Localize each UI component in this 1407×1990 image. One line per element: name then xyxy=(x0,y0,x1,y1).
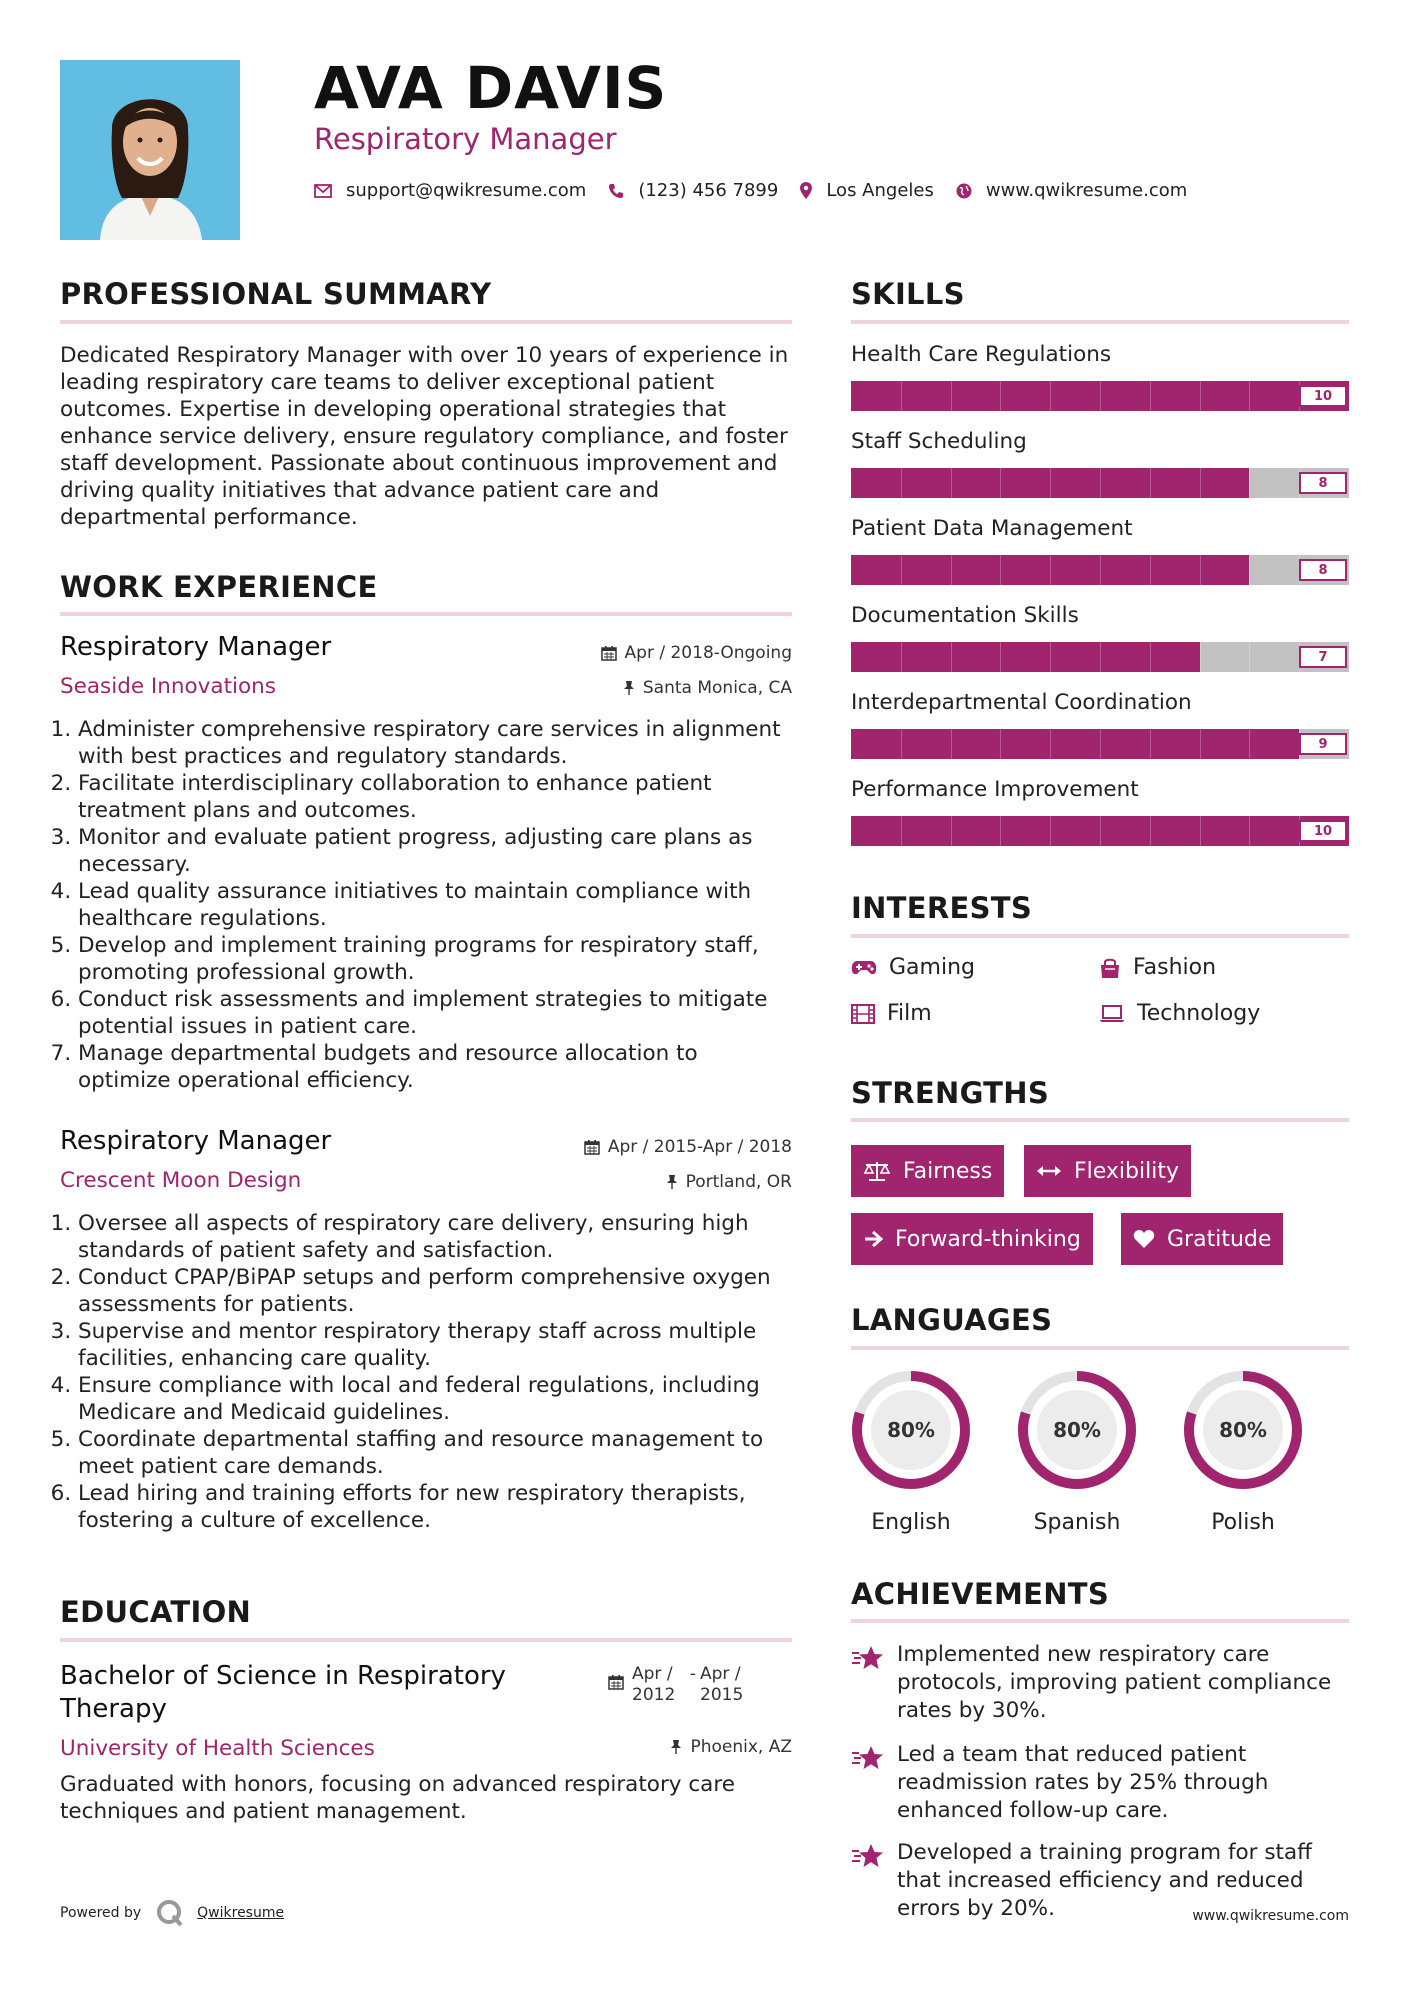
profile-photo xyxy=(60,60,240,240)
skill-bar xyxy=(851,816,1349,846)
skill-bar xyxy=(851,381,1349,411)
interest-label: Film xyxy=(887,1001,932,1026)
candidate-title: Respiratory Manager xyxy=(314,122,617,156)
skill-bar-fill xyxy=(851,729,1299,759)
skill-bar-segment xyxy=(1150,729,1151,759)
job-2-company: Crescent Moon Design xyxy=(60,1168,302,1193)
achievement-text: Developed a training program for staff that increased efficiency and reduced errors by 20%. xyxy=(897,1840,1312,1921)
skill-label: Health Care Regulations xyxy=(851,342,1112,367)
skill-bar-segment xyxy=(1200,642,1201,672)
education-start: Apr / 2012 xyxy=(632,1664,676,1705)
skill-bar-segment xyxy=(901,816,902,846)
star-icon xyxy=(851,1839,897,1923)
job-2-dates xyxy=(584,1137,792,1157)
skill-bar-segment xyxy=(1150,381,1151,411)
interest-label: Gaming xyxy=(889,955,975,980)
skill-bar-segment xyxy=(1000,642,1001,672)
heart-icon xyxy=(1133,1229,1155,1249)
skill-bar-segment xyxy=(1000,816,1001,846)
skill-bar xyxy=(851,468,1349,498)
contact-phone[interactable] xyxy=(608,180,778,201)
job-2-dates-text: Apr / 2015-Apr / 2018 xyxy=(607,1137,792,1157)
language-percent: 80% xyxy=(887,1418,935,1442)
language-item xyxy=(849,1368,973,1535)
skill-bar-segment xyxy=(951,468,952,498)
strengths-divider xyxy=(851,1118,1349,1122)
skill-bar-segment xyxy=(1200,816,1201,846)
duty-item: 1. Oversee all aspects of respiratory care delivery, ensuring high standards of patient safety and satisfaction. xyxy=(78,1210,792,1264)
job-2-duties xyxy=(60,1210,792,1534)
star-icon xyxy=(851,1641,897,1725)
skill-bar-segment xyxy=(1249,642,1250,672)
language-item xyxy=(1015,1368,1139,1535)
skill-bar-segment xyxy=(901,381,902,411)
gamepad-icon xyxy=(851,960,877,976)
map-marker-icon xyxy=(800,182,812,199)
interest-gaming xyxy=(851,955,975,980)
strength-gratitude xyxy=(1121,1213,1283,1265)
interest-label: Fashion xyxy=(1133,955,1217,980)
candidate-name: AVA DAVIS xyxy=(314,54,668,122)
language-name: Spanish xyxy=(1033,1510,1121,1535)
education-dates xyxy=(608,1664,754,1706)
interests-divider xyxy=(851,934,1349,938)
duty-item: 2. Conduct CPAP/BiPAP setups and perform comprehensive oxygen assessments for patients. xyxy=(78,1264,792,1318)
education-location-text: Phoenix, AZ xyxy=(690,1737,792,1757)
skill-label: Documentation Skills xyxy=(851,603,1079,628)
shopping-bag-icon xyxy=(1099,957,1121,979)
balance-scale-icon xyxy=(863,1160,891,1182)
pin-icon xyxy=(623,680,635,696)
education-description: Graduated with honors, focusing on advanced respiratory care techniques and patient management. xyxy=(60,1772,735,1824)
skill-level-badge: 7 xyxy=(1299,646,1347,668)
skill-bar-segment xyxy=(1150,555,1151,585)
job-2-location xyxy=(666,1172,792,1192)
languages-divider xyxy=(851,1346,1349,1350)
film-icon xyxy=(851,1004,875,1024)
contact-bar xyxy=(314,180,1209,201)
skill-bar-segment xyxy=(1000,468,1001,498)
language-ring xyxy=(1181,1368,1305,1492)
job-1-duties xyxy=(60,716,792,1094)
skill-bar-segment xyxy=(1100,729,1101,759)
skill-bar-segment xyxy=(1150,816,1151,846)
footer-url[interactable]: www.qwikresume.com xyxy=(1192,1908,1349,1924)
skill-label: Patient Data Management xyxy=(851,516,1133,541)
skills-divider xyxy=(851,320,1349,324)
interest-technology xyxy=(1099,1001,1260,1026)
job-2-title: Respiratory Manager xyxy=(60,1126,332,1156)
duty-item: 5. Coordinate departmental staffing and resource management to meet patient care demands. xyxy=(78,1426,792,1480)
powered-by-text: Powered by xyxy=(60,1905,142,1921)
skill-bar-segment xyxy=(1050,729,1051,759)
arrow-right-icon xyxy=(863,1230,883,1248)
education-location xyxy=(670,1737,792,1757)
globe-icon xyxy=(956,183,972,199)
skill-bar xyxy=(851,729,1349,759)
language-name: English xyxy=(871,1510,951,1535)
job-1-dates xyxy=(601,643,792,663)
phone-icon xyxy=(608,183,624,199)
education-degree: Bachelor of Science in Respiratory Therapy xyxy=(60,1661,506,1724)
skill-bar-fill xyxy=(851,642,1200,672)
location-text: Los Angeles xyxy=(826,180,934,201)
footer-powered-by xyxy=(60,1898,284,1928)
experience-divider xyxy=(60,612,792,616)
skill-bar-segment xyxy=(901,642,902,672)
contact-email[interactable] xyxy=(314,180,586,201)
skill-bar xyxy=(851,642,1349,672)
duty-item: 6. Lead hiring and training efforts for new respiratory therapists, fostering a culture of excellence. xyxy=(78,1480,792,1534)
strength-label: Gratitude xyxy=(1167,1226,1272,1252)
education-end: Apr / 2015 xyxy=(700,1664,744,1705)
skill-bar-segment xyxy=(1050,468,1051,498)
achievement-text: Led a team that reduced patient readmission rates by 25% through enhanced follow-up care. xyxy=(897,1742,1269,1823)
education-divider xyxy=(60,1638,792,1642)
strength-label: Flexibility xyxy=(1074,1158,1179,1184)
interest-fashion xyxy=(1099,955,1216,980)
skill-label: Interdepartmental Coordination xyxy=(851,690,1192,715)
skill-bar xyxy=(851,555,1349,585)
strength-label: Forward-thinking xyxy=(895,1226,1081,1252)
skill-bar-segment xyxy=(1100,816,1101,846)
summary-divider xyxy=(60,320,792,324)
skill-level-badge: 8 xyxy=(1299,559,1347,581)
duty-item: 6. Conduct risk assessments and implement strategies to mitigate potential issues in patient care. xyxy=(78,986,792,1040)
contact-location xyxy=(800,180,934,201)
qwikresume-link[interactable]: Qwikresume xyxy=(197,1905,285,1921)
duty-item: 2. Facilitate interdisciplinary collaboration to enhance patient treatment plans and outcomes. xyxy=(78,770,792,824)
skill-bar-segment xyxy=(901,555,902,585)
skill-bar-segment xyxy=(1249,729,1250,759)
duty-item: 1. Administer comprehensive respiratory care services in alignment with best practices and regulatory standards. xyxy=(78,716,792,770)
skill-bar-segment xyxy=(901,468,902,498)
skills-heading: SKILLS xyxy=(851,277,965,311)
skill-label: Staff Scheduling xyxy=(851,429,1027,454)
skill-level-badge: 9 xyxy=(1299,733,1347,755)
education-school: University of Health Sciences xyxy=(60,1736,375,1761)
skill-bar-segment xyxy=(1249,816,1250,846)
arrows-horizontal-icon xyxy=(1036,1164,1062,1178)
duty-item: 7. Manage departmental budgets and resource allocation to optimize operational efficiency. xyxy=(78,1040,792,1094)
skill-bar-segment xyxy=(951,381,952,411)
skill-bar-segment xyxy=(1050,555,1051,585)
website-text: www.qwikresume.com xyxy=(985,180,1188,201)
skill-bar-segment xyxy=(1000,381,1001,411)
duty-item: 3. Monitor and evaluate patient progress, adjusting care plans as necessary. xyxy=(78,824,792,878)
skill-bar-segment xyxy=(1050,381,1051,411)
skill-bar-segment xyxy=(1249,381,1250,411)
education-heading: EDUCATION xyxy=(60,1595,252,1629)
achievements-divider xyxy=(851,1619,1349,1623)
achievement-item xyxy=(851,1641,1349,1725)
language-percent: 80% xyxy=(1219,1418,1267,1442)
calendar-icon xyxy=(608,1674,624,1690)
skill-bar-segment xyxy=(1249,555,1250,585)
skill-bar-segment xyxy=(1000,729,1001,759)
experience-heading: WORK EXPERIENCE xyxy=(60,570,378,604)
pin-icon xyxy=(666,1174,678,1190)
strength-forward-thinking xyxy=(851,1213,1093,1265)
skill-label: Performance Improvement xyxy=(851,777,1139,802)
skill-bar-segment xyxy=(951,816,952,846)
job-1-dates-text: Apr / 2018-Ongoing xyxy=(624,643,792,663)
skill-bar-segment xyxy=(1050,816,1051,846)
interest-label: Technology xyxy=(1137,1001,1261,1026)
duty-item: 4. Lead quality assurance initiatives to maintain compliance with healthcare regulations. xyxy=(78,878,792,932)
language-percent: 80% xyxy=(1053,1418,1101,1442)
skill-bar-segment xyxy=(1100,381,1101,411)
job-1-location-text: Santa Monica, CA xyxy=(642,678,792,698)
interests-heading: INTERESTS xyxy=(851,891,1033,925)
summary-text: Dedicated Respiratory Manager with over 10 years of experience in leading respiratory care teams to deliver exceptional patient outcomes. Expertise in developing operational strategies that enhance service delivery, ensure regulatory compliance, and foster staff development. Passionate about continuous improvement and driving quality initiatives that advance patient care and departmental performance. xyxy=(60,343,789,530)
duty-item: 4. Ensure compliance with local and federal regulations, including Medicare and Medicaid guidelines. xyxy=(78,1372,792,1426)
job-1-location xyxy=(623,678,792,698)
strength-label: Fairness xyxy=(903,1158,993,1184)
skill-bar-segment xyxy=(1100,642,1101,672)
skill-bar-segment xyxy=(1000,555,1001,585)
skill-bar-segment xyxy=(951,555,952,585)
skill-bar-segment xyxy=(1050,642,1051,672)
date-separator: - xyxy=(689,1664,697,1684)
envelope-icon xyxy=(314,184,332,198)
job-1-title: Respiratory Manager xyxy=(60,632,332,662)
job-2-location-text: Portland, OR xyxy=(685,1172,792,1192)
achievements-heading: ACHIEVEMENTS xyxy=(851,1577,1110,1611)
skill-bar-segment xyxy=(1249,468,1250,498)
skill-bar-segment xyxy=(1100,555,1101,585)
calendar-icon xyxy=(601,645,617,661)
strength-fairness xyxy=(851,1145,1004,1197)
language-name: Polish xyxy=(1211,1510,1275,1535)
language-item xyxy=(1181,1368,1305,1535)
star-icon xyxy=(851,1741,897,1825)
skill-bar-segment xyxy=(901,729,902,759)
skill-bar-segment xyxy=(951,729,952,759)
calendar-icon xyxy=(584,1139,600,1155)
interest-film xyxy=(851,1001,932,1026)
duty-item: 3. Supervise and mentor respiratory therapy staff across multiple facilities, enhancing care quality. xyxy=(78,1318,792,1372)
skill-bar-segment xyxy=(1200,729,1201,759)
strength-flexibility xyxy=(1024,1145,1191,1197)
language-ring xyxy=(1015,1368,1139,1492)
skill-level-badge: 10 xyxy=(1299,820,1347,842)
skill-bar-segment xyxy=(1150,468,1151,498)
duty-item: 5. Develop and implement training programs for respiratory staff, promoting professional growth. xyxy=(78,932,792,986)
job-1-company: Seaside Innovations xyxy=(60,674,276,699)
skill-bar-segment xyxy=(951,642,952,672)
pin-icon xyxy=(670,1739,682,1755)
skill-bar-segment xyxy=(1200,468,1201,498)
strengths-heading: STRENGTHS xyxy=(851,1076,1050,1110)
qwikresume-logo-icon xyxy=(155,1898,185,1928)
summary-heading: PROFESSIONAL SUMMARY xyxy=(60,277,492,311)
skill-level-badge: 10 xyxy=(1299,385,1347,407)
skill-bar-segment xyxy=(1100,468,1101,498)
laptop-icon xyxy=(1099,1005,1125,1023)
languages-heading: LANGUAGES xyxy=(851,1303,1053,1337)
phone-text: (123) 456 7899 xyxy=(638,180,779,201)
skill-level-badge: 8 xyxy=(1299,472,1347,494)
skill-bar-segment xyxy=(1200,381,1201,411)
achievement-text: Implemented new respiratory care protocols, improving patient compliance rates by 30%. xyxy=(897,1642,1332,1723)
skill-bar-segment xyxy=(1200,555,1201,585)
language-ring xyxy=(849,1368,973,1492)
contact-website[interactable] xyxy=(956,180,1187,201)
skill-bar-segment xyxy=(1150,642,1151,672)
email-text: support@qwikresume.com xyxy=(346,180,587,201)
achievement-item xyxy=(851,1741,1349,1825)
